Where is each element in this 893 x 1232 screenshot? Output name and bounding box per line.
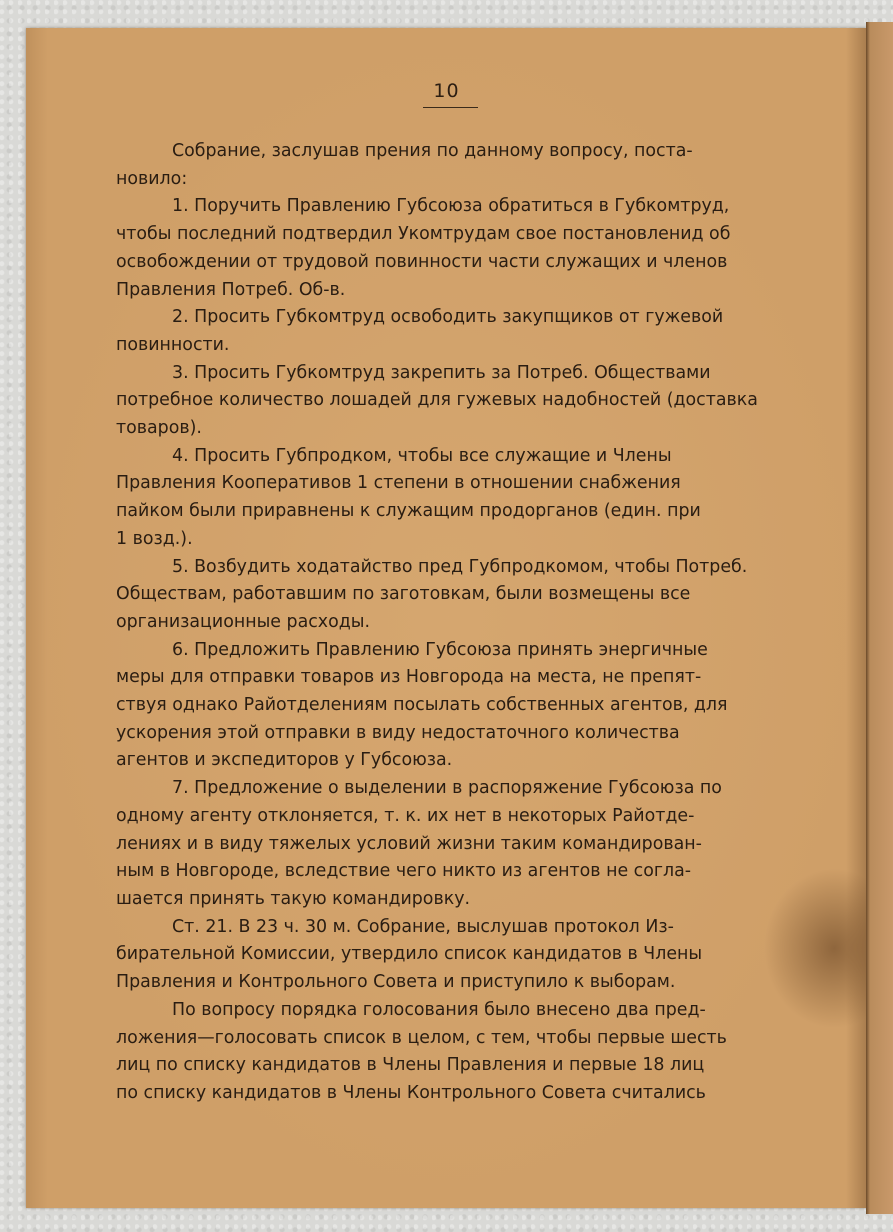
paragraph-article-21: Ст. 21. В 23 ч. 30 м. Собрание, выслушав протокол Из- бирательной Комиссии, утвердило список кандидатов в Члены Правления и Контрольного Совета и приступило к выборам. xyxy=(116,916,703,993)
paragraph-item-4: 4. Просить Губпродком, чтобы все служащие и Члены Правления Кооперативов 1 степени в отношении снабжения пайком были приравнены к служащим продорганов (един. при 1 возд.). xyxy=(116,445,701,549)
paragraph-item-6: 6. Предложить Правлению Губсоюза принять энергичные меры для отправки товаров из Новгорода на места, не препят- ствуя однако Райотделениям посылать собственных агентов, для ускорения этой отправки в виду недостаточного количества агентов и экспедиторов у Губсоюза. xyxy=(116,639,728,771)
page-number: 10 xyxy=(433,80,460,102)
page-number-underline xyxy=(423,107,478,108)
paragraph-item-3: 3. Просить Губкомтруд закрепить за Потреб. Обществами потребное количество лошадей для гужевых надобностей (доставка товаров). xyxy=(116,362,758,439)
paragraph-resolution-intro: Собрание, заслушав прения по данному вопросу, поста- новило: xyxy=(116,141,693,189)
paragraph-item-2: 2. Просить Губкомтруд освободить закупщиков от гужевой повинности. xyxy=(116,307,724,355)
body-text xyxy=(116,138,790,1108)
adjacent-page-edge xyxy=(866,22,893,1214)
paragraph-item-1: 1. Поручить Правлению Губсоюза обратиться в Губкомтруд, чтобы последний подтвердил Укомтрудам свое постановленид об освобождении от трудовой повинности части служащих и членов Правления Потреб. Об-в. xyxy=(116,196,731,300)
paragraph-item-7: 7. Предложение о выделении в распоряжение Губсоюза по одному агенту отклоняется, т. к. их нет в некоторых Райотде- лениях и в виду тяжелых условий жизни таким командирован- ным в Новгороде, вследствие чего никто из агентов не согла- шается принять такую командировку. xyxy=(116,778,722,909)
paragraph-item-5: 5. Возбудить ходатайство пред Губпродкомом, чтобы Потреб. Обществам, работавшим по заготовкам, были возмещены все организационные расходы. xyxy=(116,556,748,632)
paragraph-voting-procedure: По вопросу порядка голосования было внесено два пред- ложения—голосовать список в целом, с тем, чтобы первые шесть лиц по списку кандидатов в Члены Правления и первые 18 лиц по списку кандидатов в Члены Контрольного Совета считались xyxy=(116,999,727,1103)
